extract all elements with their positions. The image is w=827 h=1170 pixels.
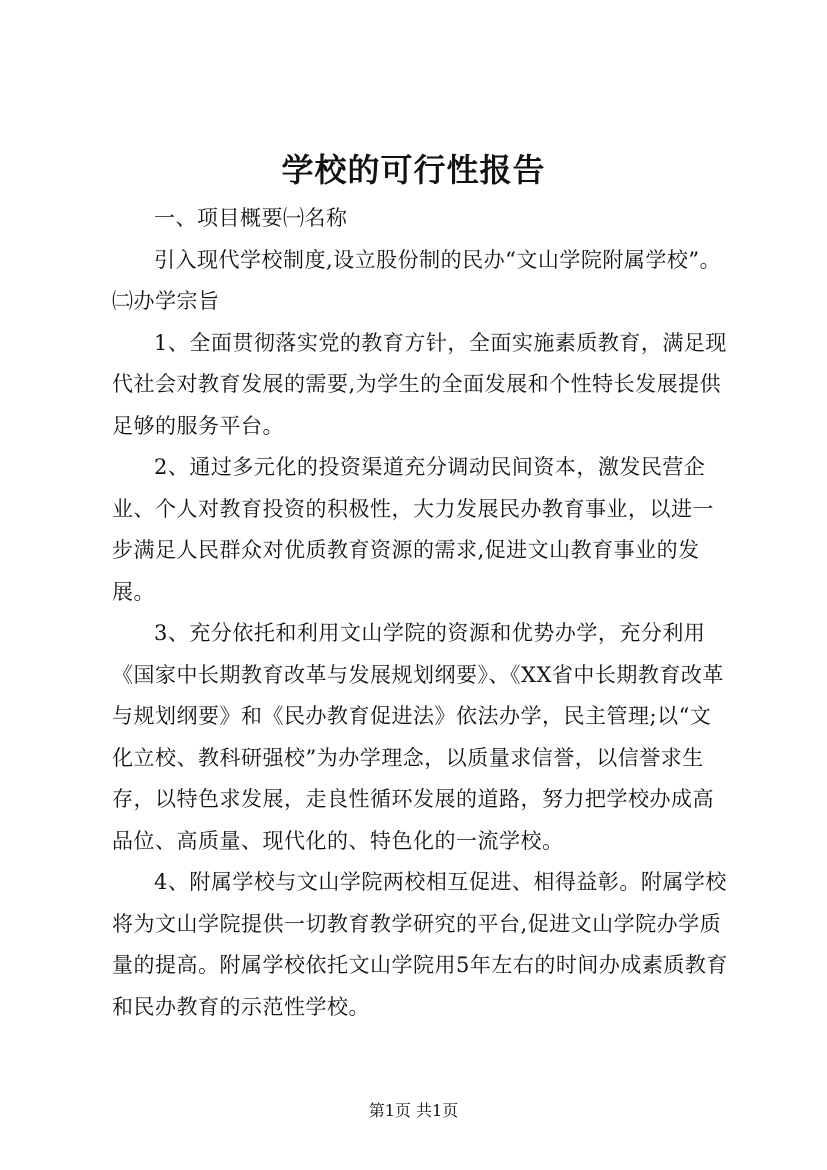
document-title: 学校的可行性报告 (281, 151, 546, 189)
paragraph-item-1: 1、全面贯彻落实党的教育方针，全面实施素质教育，满足现代社会对教育发展的需要,为学生的全面发展和个性特长发展提供足够的服务平台。 (112, 330, 727, 438)
paragraph-item-3: 3、充分依托和利用文山学院的资源和优势办学，充分利用《国家中长期教育改革与发展规划纲要》、《XX省中长期教育改革与规划纲要》和《民办教育促进法》依法办学，民主管理;以“文化立校、教科研强校”为办学理念，以质量求信誉，以信誉求生存，以特色求发展，走良性循环发展的道路，努力把学校办成高品位、高质量、现代化的、特色化的一流学校。 (112, 621, 724, 853)
section-heading-project-overview: 一、项目概要㈠名称 (154, 206, 348, 230)
page-footer: 第1页 共1页 (368, 1101, 459, 1120)
paragraph-name: 引入现代学校制度,设立股份制的民办“文山学院附属学校”。 (154, 247, 722, 272)
paragraph-item-4: 4、附属学校与文山学院两校相互促进、相得益彰。附属学校将为文山学院提供一切教育教学研究的平台,促进文山学院办学质量的提高。附属学校依托文山学院用5年左右的时间办成素质教育和民办教育的示范性学校。 (112, 870, 728, 1019)
document-body (112, 198, 732, 1028)
section-heading-purpose: ㈡办学宗旨 (112, 289, 220, 313)
paragraph-item-2: 2、通过多元化的投资渠道充分调动民间资本，激发民营企业、个人对教育投资的积极性，大力发展民办教育事业，以进一步满足人民群众对优质教育资源的需求,促进文山教育事业的发展。 (112, 455, 714, 604)
